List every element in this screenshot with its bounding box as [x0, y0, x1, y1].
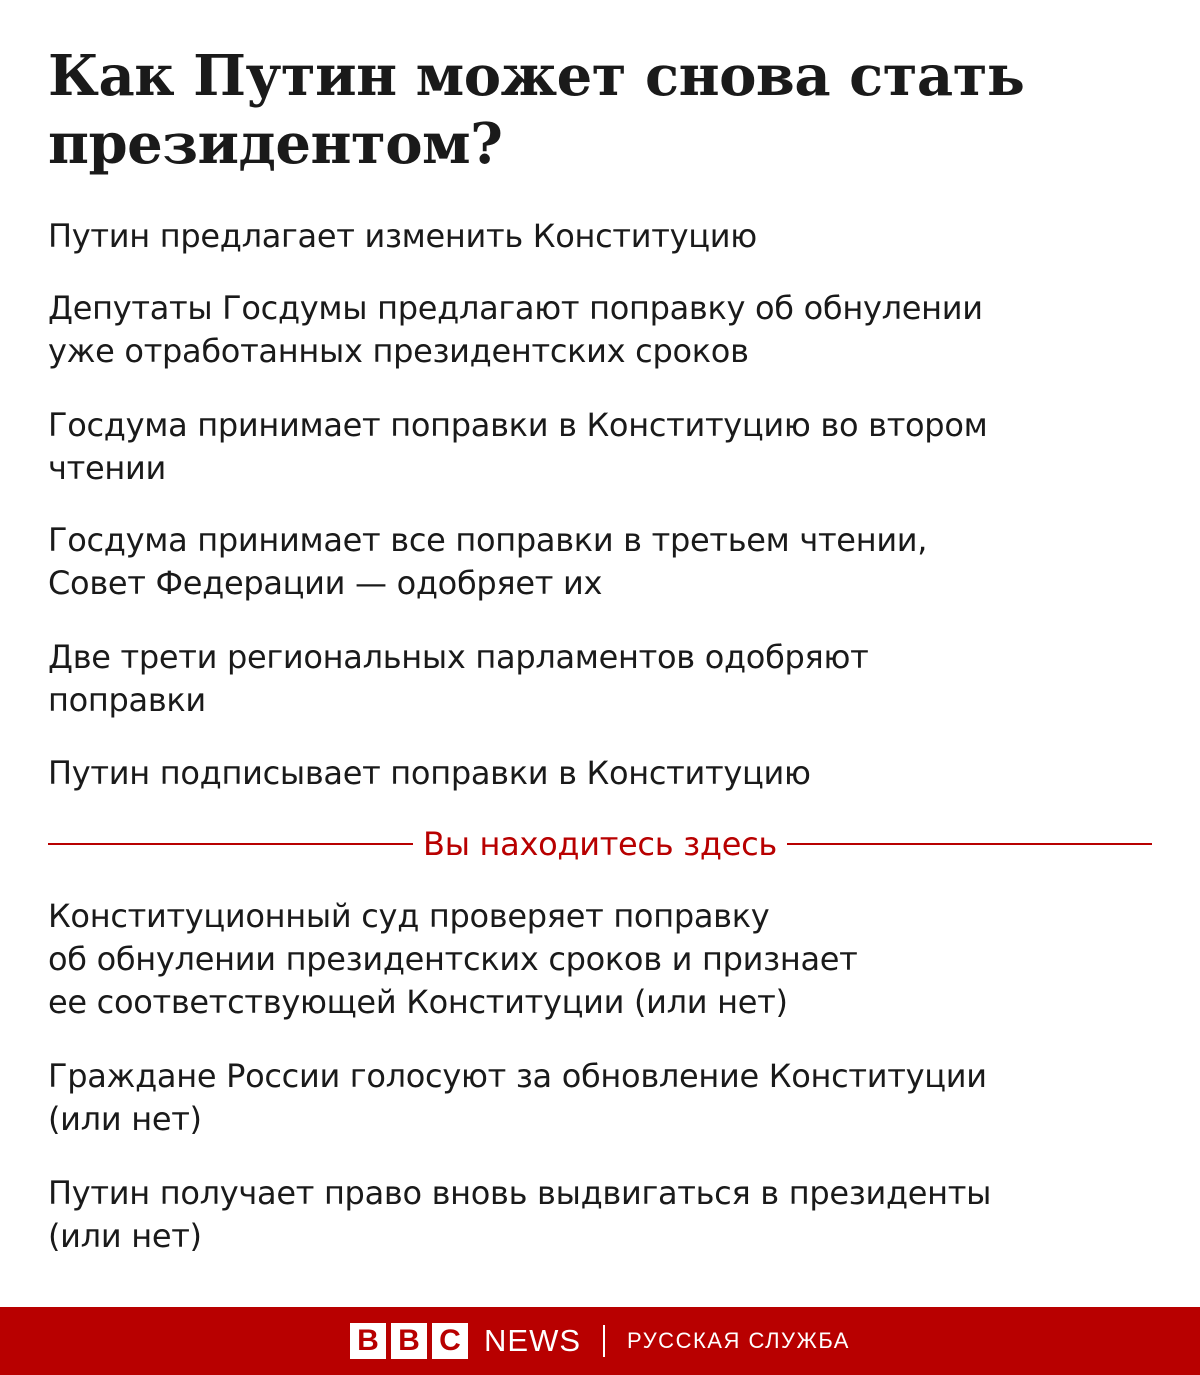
- you-are-here-marker: [48, 820, 1152, 868]
- marker-line-right: [787, 843, 1152, 845]
- service-name: РУССКАЯ СЛУЖБА: [627, 1328, 850, 1353]
- timeline-step-3: Госдума принимает поправки в Конституцию во втором чтении: [48, 406, 988, 487]
- marker-line-left: [48, 843, 413, 845]
- timeline-step-4: Госдума принимает все поправки в третьем чтении, Совет Федерации — одобряет их: [48, 521, 928, 602]
- page-title: Как Путин может снова стать президентом?: [48, 43, 1025, 177]
- footer-bar: [0, 1307, 1200, 1375]
- bbc-logo-letter-1: B: [350, 1323, 386, 1359]
- timeline-step-5: Две трети региональных парламентов одобряют поправки: [48, 638, 869, 719]
- timeline-step-1: Путин предлагает изменить Конституцию: [48, 217, 757, 255]
- news-wordmark: NEWS: [484, 1323, 582, 1358]
- timeline-step-2: Депутаты Госдумы предлагают поправку об обнулении уже отработанных президентских сроков: [48, 289, 983, 370]
- bbc-logo-letter-2: B: [391, 1323, 427, 1359]
- bbc-logo: [350, 1323, 468, 1359]
- footer-divider: [603, 1325, 605, 1357]
- you-are-here-label: Вы находитесь здесь: [423, 825, 777, 863]
- future-step-1: Конституционный суд проверяет поправку об обнулении президентских сроков и признает ее соответствующей Конституции (или нет): [48, 897, 858, 1021]
- future-step-3: Путин получает право вновь выдвигаться в президенты (или нет): [48, 1174, 992, 1255]
- timeline-step-6: Путин подписывает поправки в Конституцию: [48, 754, 811, 792]
- bbc-logo-letter-3: C: [432, 1323, 468, 1359]
- future-step-2: Граждане России голосуют за обновление Конституции (или нет): [48, 1057, 987, 1138]
